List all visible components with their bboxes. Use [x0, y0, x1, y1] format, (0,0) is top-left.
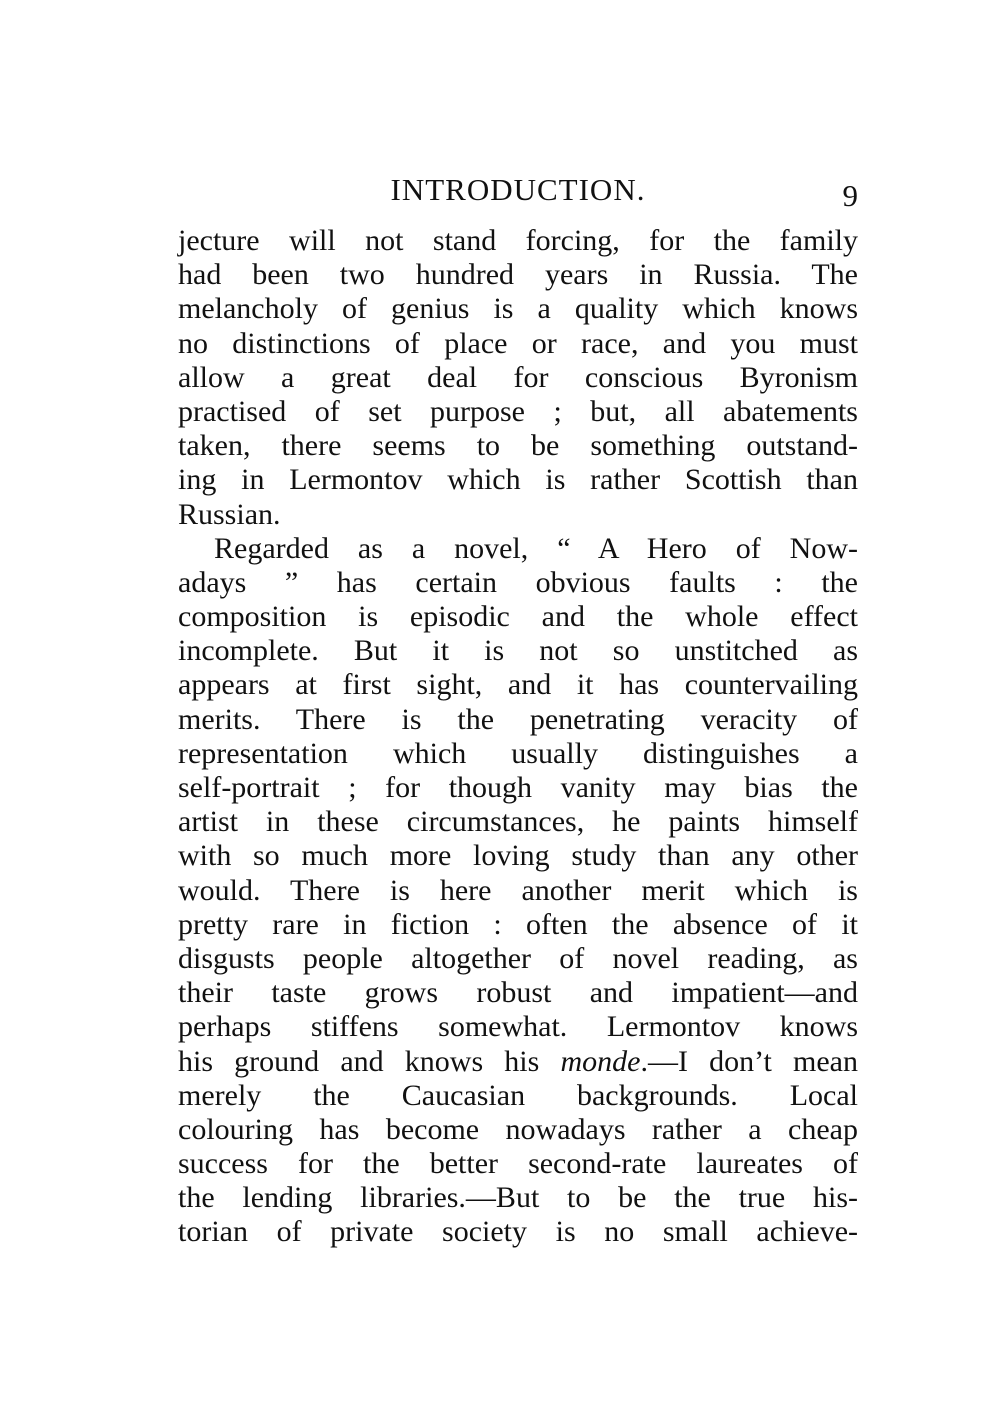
text-line: merely the Caucasian backgrounds. Local — [178, 1078, 858, 1112]
text-line: their taste grows robust and impatient—and — [178, 976, 858, 1010]
text-line: disgusts people altogether of novel reading, as — [178, 941, 858, 975]
text-line: appears at first sight, and it has countervailing — [178, 668, 858, 702]
text-line: Regarded as a novel, “ A Hero of Now- — [214, 531, 858, 565]
text-line: pretty rare in fiction : often the absence of it — [178, 907, 858, 941]
italic-word: monde — [560, 1044, 641, 1078]
running-title: INTRODUCTION. — [390, 172, 646, 207]
text-line: incomplete. But it is not so unstitched as — [178, 634, 858, 668]
text-line: taken, there seems to be something outstand- — [178, 429, 858, 463]
text-line: the lending libraries.—But to be the true his- — [178, 1181, 858, 1215]
text-line: colouring has become nowadays rather a cheap — [178, 1112, 858, 1146]
text-line: merits. There is the penetrating veracity of — [178, 702, 858, 736]
text-line: Russian. — [178, 497, 281, 531]
text-line: torian of private society is no small achieve- — [178, 1215, 858, 1249]
text-line: melancholy of genius is a quality which knows — [178, 292, 858, 326]
text-line: jecture will not stand forcing, for the family — [178, 224, 858, 257]
page-number: 9 — [842, 178, 858, 213]
text-line: ing in Lermontov which is rather Scottish than — [178, 463, 858, 497]
text-segment: .—I don’t mean — [640, 1044, 858, 1078]
text-line: practised of set purpose ; but, all abatements — [178, 394, 858, 428]
text-line: success for the better second-rate laureates of — [178, 1147, 858, 1181]
paragraph-1 — [178, 224, 858, 532]
text-line: with so much more loving study than any other — [178, 839, 858, 873]
text-line: would. There is here another merit which is — [178, 873, 858, 907]
text-line: no distinctions of place or race, and you must — [178, 326, 858, 360]
text-line: adays ” has certain obvious faults : the — [178, 565, 858, 599]
text-line-with-italic — [178, 1045, 858, 1079]
text-line: had been two hundred years in Russia. The — [178, 258, 858, 292]
text-line: representation which usually distinguishes a — [178, 736, 858, 770]
paragraph-2 — [178, 532, 858, 1250]
text-line: artist in these circumstances, he paints himself — [178, 805, 858, 839]
text-line: perhaps stiffens somewhat. Lermontov knows — [178, 1010, 858, 1044]
text-line: composition is episodic and the whole effect — [178, 600, 858, 634]
body-text — [178, 224, 858, 1250]
text-line: allow a great deal for conscious Byronism — [178, 360, 858, 394]
text-line: self-portrait ; for though vanity may bias the — [178, 771, 858, 804]
text-segment: his ground and knows his — [178, 1044, 561, 1078]
running-head — [178, 170, 858, 213]
